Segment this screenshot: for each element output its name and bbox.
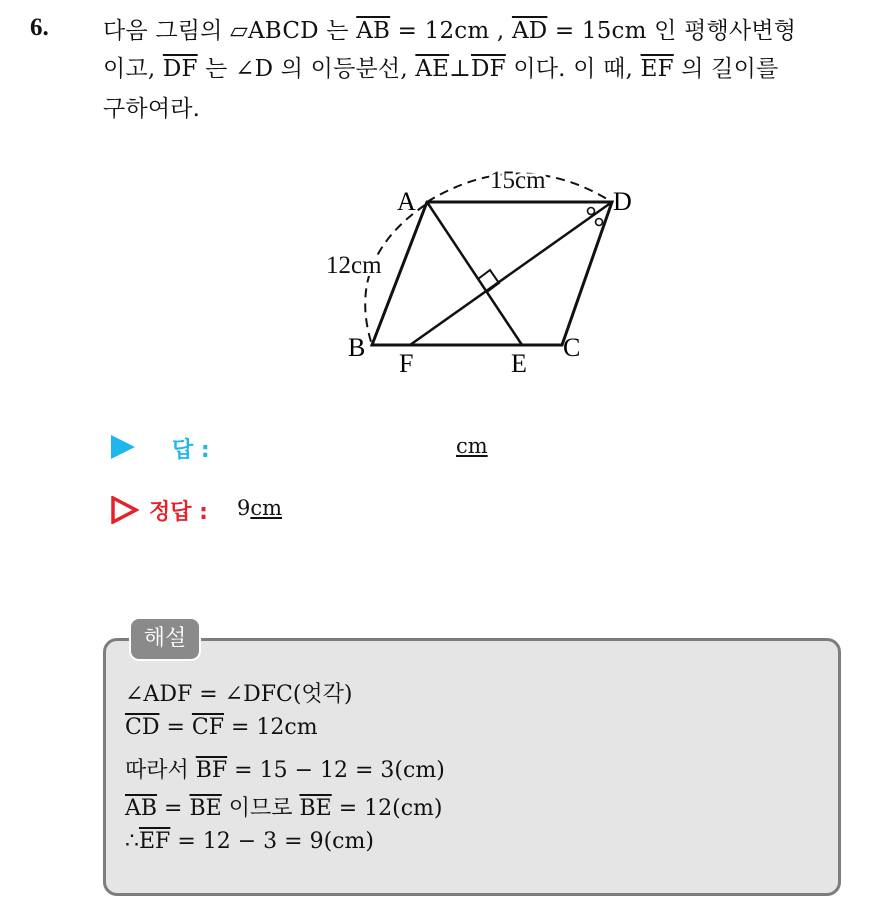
explanation-line-4: $\overline{AB} = \overline{BE}$ 이므로 $\overline{BE} = 12(cm)$ (125, 796, 443, 821)
label-d: D (613, 187, 632, 216)
answer-arrow-icon (111, 435, 135, 459)
explanation-line-1: ∠ADF = ∠DFC(엇각) (125, 682, 353, 707)
parallelogram-figure (300, 160, 660, 390)
explanation-line-3: 따라서 $\overline{BF} = 15 - 12 = 3(cm)$ (125, 758, 445, 783)
question-line-1: 다음 그림의 ▱ABCD 는 $\overline{AB} = 12cm$ , $\overline{AD} = 15cm$ 인 평행사변형 (103, 18, 797, 44)
label-ad-length: 15cm (490, 167, 546, 194)
correct-label: 정답 : (149, 500, 208, 525)
correct-answer (237, 496, 282, 520)
explanation-line-2: $\overline{CD} = \overline{CF} = 12cm$ (125, 715, 318, 740)
label-f: F (399, 349, 414, 378)
label-e: E (511, 349, 527, 378)
correct-unit: cm (250, 496, 283, 520)
angle-mark-2 (596, 219, 603, 226)
angle-mark-1 (588, 208, 595, 215)
explanation-line-5: $\therefore\overline{EF} = 12 - 3 = 9(cm)$ (125, 829, 374, 854)
explanation-tag: 해설 (129, 617, 201, 661)
label-a: A (397, 187, 416, 216)
label-c: C (563, 333, 581, 362)
correct-value: 9 (237, 496, 251, 520)
answer-unit: cm (456, 434, 488, 458)
answer-label: 답 : (172, 438, 210, 463)
label-b: B (348, 333, 366, 362)
correct-arrow-icon (111, 496, 139, 524)
question-line-3: 구하여라. (103, 96, 201, 122)
question-line-2: 이고, $\overline{DF}$ 는 ∠D 의 이등분선, $\overline{AE}\perp\overline{DF}$ 이다. 이 때, $\overline{EF}$ 의 길이를 (103, 56, 779, 82)
question-number: 6. (30, 14, 49, 41)
label-ab-length: 12cm (326, 252, 382, 279)
